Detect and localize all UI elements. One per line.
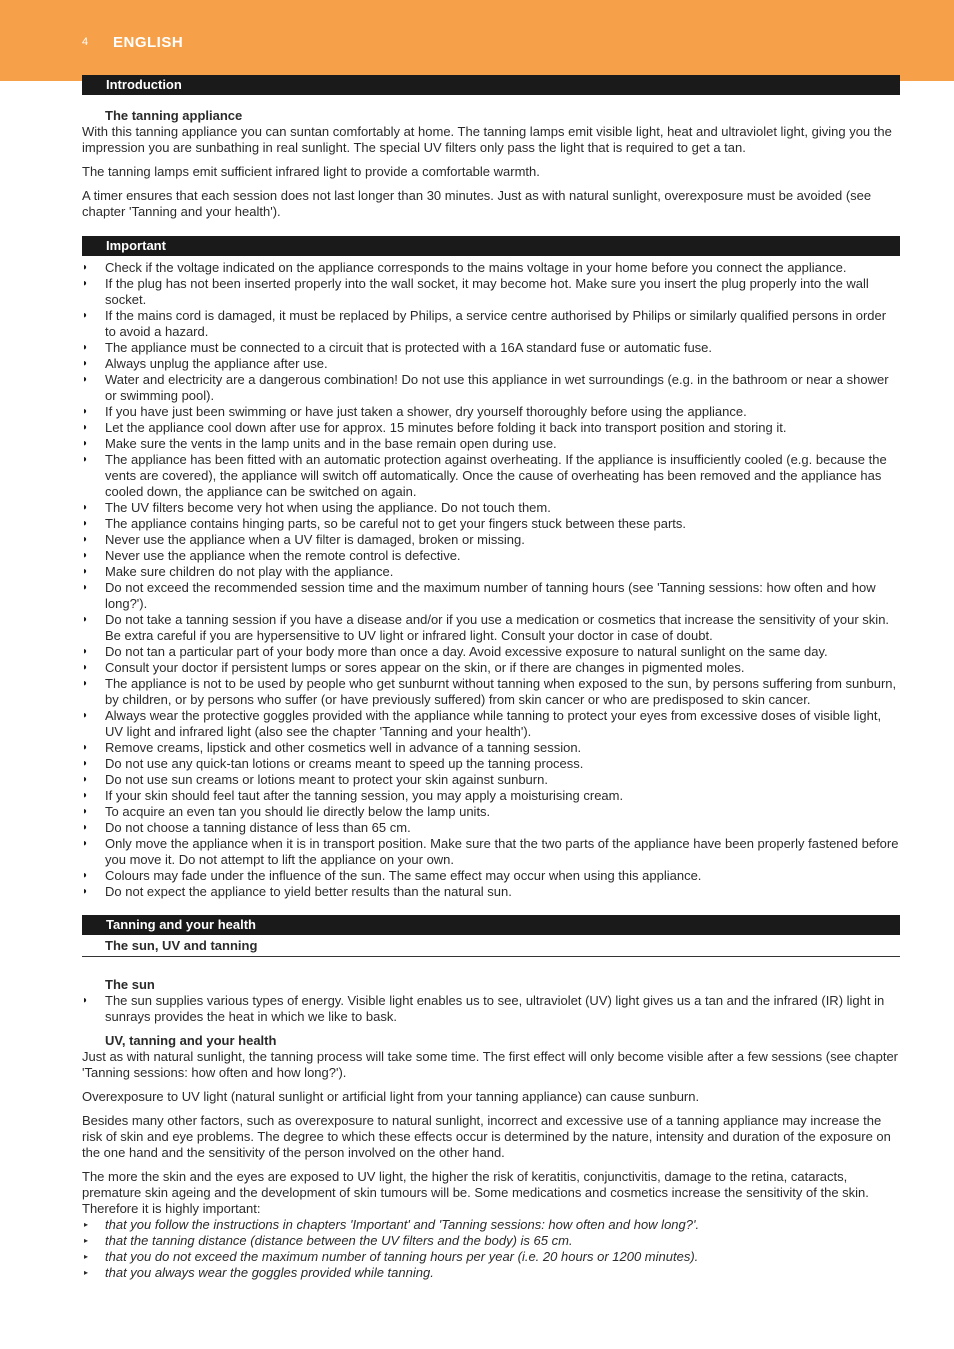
header-band xyxy=(0,0,954,81)
page-number: 4 xyxy=(82,36,89,48)
list-item xyxy=(82,532,900,548)
list-item xyxy=(82,884,900,900)
list-item-text: that you follow the instructions in chapters 'Important' and 'Tanning sessions: how often and how long?'. xyxy=(105,1217,700,1232)
list-item xyxy=(82,612,900,644)
list-item xyxy=(82,708,900,740)
list-item-text: The appliance is not to be used by people who get sunburnt without tanning when exposed to the sun, by persons suffering from sunburn, by children, or by persons who suffer (or have previously suffered) from skin cancer or who are predisposed to skin cancer. xyxy=(105,676,897,707)
bullet-icon: ◗ xyxy=(82,406,89,417)
bullet-icon: ◗ xyxy=(82,582,89,593)
list-item xyxy=(82,356,900,372)
bullet-icon: ◗ xyxy=(82,758,89,769)
intro-paragraph: The tanning lamps emit sufficient infrared light to provide a comfortable warmth. xyxy=(82,164,540,179)
list-item xyxy=(82,452,900,500)
list-item-text: Always unplug the appliance after use. xyxy=(105,356,328,371)
bullet-icon: ◗ xyxy=(82,774,89,785)
list-item-text: The UV filters become very hot when using the appliance. Do not touch them. xyxy=(105,500,551,515)
bullet-icon: ◗ xyxy=(82,438,89,449)
list-item xyxy=(82,804,900,820)
bullet-icon: ▸ xyxy=(84,1252,89,1261)
important-list xyxy=(82,260,900,900)
subheading-sun-uv-tanning: The sun, UV and tanning xyxy=(82,938,900,957)
list-item xyxy=(82,836,900,868)
list-item-text: Make sure children do not play with the appliance. xyxy=(105,564,394,579)
bullet-icon: ◗ xyxy=(82,262,89,273)
list-item-text: Only move the appliance when it is in transport position. Make sure that the two parts of the appliance have been properly fastened before you move it. Do not attempt to lift the appliance on your own. xyxy=(105,836,899,867)
health-paragraph: Overexposure to UV light (natural sunlight or artificial light from your tanning appliance) can cause sunburn. xyxy=(82,1089,700,1104)
bullet-icon: ▸ xyxy=(84,1268,89,1277)
health-paragraph: Besides many other factors, such as overexposure to natural sunlight, incorrect and excessive use of a tanning appliance may increase the risk of skin and eye problems. The degree to which these effects occur is determined by the nature, intensity and duration of the exposure on the one hand and the sensitivity of the person involved on the other hand. xyxy=(82,1113,891,1160)
sun-list xyxy=(82,993,900,1025)
subheading-uv-tanning-health: UV, tanning and your health xyxy=(105,1033,277,1048)
list-item-text: If the plug has not been inserted properly into the wall socket, it may become hot. Make sure you insert the plug properly into the wall socket. xyxy=(105,276,869,307)
list-item xyxy=(82,1217,900,1233)
bullet-icon: ◗ xyxy=(82,534,89,545)
list-item-text: To acquire an even tan you should lie directly below the lamp units. xyxy=(105,804,491,819)
list-item-text: Do not use any quick-tan lotions or creams meant to speed up the tanning process. xyxy=(105,756,584,771)
section-title-important: Important xyxy=(82,236,900,256)
bullet-icon: ◗ xyxy=(82,422,89,433)
list-item-text: Do not choose a tanning distance of less than 65 cm. xyxy=(105,820,411,835)
intro-paragraph: A timer ensures that each session does not last longer than 30 minutes. Just as with natural sunlight, overexposure must be avoided (see chapter 'Tanning and your health'). xyxy=(82,188,872,219)
list-item-text: Do not use sun creams or lotions meant to protect your skin against sunburn. xyxy=(105,772,548,787)
bullet-icon: ◗ xyxy=(82,710,89,721)
subheading-tanning-appliance: The tanning appliance xyxy=(105,108,243,123)
bullet-icon: ◗ xyxy=(82,310,89,321)
section-title-introduction: Introduction xyxy=(82,75,900,95)
language-label: ENGLISH xyxy=(113,34,184,51)
bullet-icon: ◗ xyxy=(82,550,89,561)
list-item xyxy=(82,372,900,404)
bullet-icon: ◗ xyxy=(82,374,89,385)
list-item xyxy=(82,548,900,564)
list-item-text: Check if the voltage indicated on the appliance corresponds to the mains voltage in your home before you connect the appliance. xyxy=(105,260,847,275)
bullet-icon: ◗ xyxy=(82,886,89,897)
list-item xyxy=(82,1233,900,1249)
list-item-text: that you always wear the goggles provided while tanning. xyxy=(105,1265,434,1280)
list-item xyxy=(82,308,900,340)
bullet-icon: ◗ xyxy=(82,566,89,577)
bullet-icon: ◗ xyxy=(82,822,89,833)
list-item-text: Never use the appliance when the remote control is defective. xyxy=(105,548,461,563)
list-item xyxy=(82,1265,900,1281)
bullet-icon: ◗ xyxy=(82,502,89,513)
bullet-icon: ◗ xyxy=(82,995,89,1006)
page-content xyxy=(82,75,900,1281)
list-item-text: Do not expect the appliance to yield better results than the natural sun. xyxy=(105,884,512,899)
therefore-text: Therefore it is highly important: xyxy=(82,1201,261,1216)
list-item-text: Colours may fade under the influence of the sun. The same effect may occur when using this appliance. xyxy=(105,868,702,883)
list-item xyxy=(82,420,900,436)
list-item-text: Consult your doctor if persistent lumps or sores appear on the skin, or if there are changes in pigmented moles. xyxy=(105,660,745,675)
list-item-text: Remove creams, lipstick and other cosmetics well in advance of a tanning session. xyxy=(105,740,582,755)
bullet-icon: ◗ xyxy=(82,454,89,465)
list-item-text: Make sure the vents in the lamp units and in the base remain open during use. xyxy=(105,436,557,451)
bullet-icon: ▸ xyxy=(84,1236,89,1245)
bullet-icon: ◗ xyxy=(82,342,89,353)
bullet-icon: ◗ xyxy=(82,742,89,753)
section-title-health: Tanning and your health xyxy=(82,915,900,935)
list-item-text: Do not tan a particular part of your body more than once a day. Avoid excessive exposure to natural sunlight on the same day. xyxy=(105,644,828,659)
list-item-text: If your skin should feel taut after the tanning session, you may apply a moisturising cream. xyxy=(105,788,624,803)
list-item-text: If the mains cord is damaged, it must be replaced by Philips, a service centre authorised by Philips or similarly qualified persons in order to avoid a hazard. xyxy=(105,308,887,339)
bullet-icon: ◗ xyxy=(82,662,89,673)
points-list xyxy=(82,1217,900,1281)
list-item xyxy=(82,500,900,516)
list-item xyxy=(82,644,900,660)
health-paragraph: The more the skin and the eyes are exposed to UV light, the higher the risk of keratitis, conjunctivitis, damage to the retina, cataracts, premature skin ageing and the development of skin tumours will be. Some medications and cosmetics increase the sensitivity of the skin. xyxy=(82,1169,869,1200)
list-item-text: Always wear the protective goggles provided with the appliance while tanning to protect your eyes from excessive doses of visible light, UV light and infrared light (also see the chapter 'Tanning and your health'). xyxy=(105,708,882,739)
list-item xyxy=(82,404,900,420)
subheading-the-sun: The sun xyxy=(105,977,155,992)
list-item-text: Let the appliance cool down after use for approx. 15 minutes before folding it back into transport position and storing it. xyxy=(105,420,787,435)
intro-paragraph: With this tanning appliance you can suntan comfortably at home. The tanning lamps emit visible light, heat and ultraviolet light, giving you the impression you are sunbathing in real sunlight. The special UV filters only pass the light that is required to get a tan. xyxy=(82,124,892,155)
list-item-text: The appliance has been fitted with an automatic protection against overheating. If the appliance is insufficiently cooled (e.g. because the vents are covered), the appliance will switch off automatically. Once the cause of overheating has been removed and the appliance has cooled down, the appliance can be switched on again. xyxy=(105,452,887,499)
list-item-text: The appliance contains hinging parts, so be careful not to get your fingers stuck between these parts. xyxy=(105,516,687,531)
list-item xyxy=(82,340,900,356)
bullet-icon: ◗ xyxy=(82,806,89,817)
list-item xyxy=(82,740,900,756)
list-item xyxy=(82,260,900,276)
bullet-icon: ◗ xyxy=(82,278,89,289)
list-item xyxy=(82,276,900,308)
list-item xyxy=(82,660,900,676)
list-item-text: If you have just been swimming or have just taken a shower, dry yourself thoroughly before using the appliance. xyxy=(105,404,747,419)
list-item xyxy=(82,564,900,580)
list-item xyxy=(82,756,900,772)
bullet-icon: ◗ xyxy=(82,678,89,689)
list-item xyxy=(82,820,900,836)
bullet-icon: ▸ xyxy=(84,1220,89,1229)
bullet-icon: ◗ xyxy=(82,358,89,369)
list-item-text: that you do not exceed the maximum number of tanning hours per year (i.e. 20 hours or 1200 minutes). xyxy=(105,1249,699,1264)
list-item: ◗ The sun supplies various types of energy. Visible light enables us to see, ultraviolet (UV) light gives us a tan and the infrared (IR) light in sunrays provides the heat in which we like to bask. xyxy=(82,993,885,1024)
list-item-text: that the tanning distance (distance between the UV filters and the body) is 65 cm. xyxy=(105,1233,573,1248)
list-item-text: The appliance must be connected to a circuit that is protected with a 16A standard fuse or automatic fuse. xyxy=(105,340,713,355)
list-item-text: Do not exceed the recommended session time and the maximum number of tanning hours (see 'Tanning sessions: how often and how long?'). xyxy=(105,580,876,611)
bullet-icon: ◗ xyxy=(82,518,89,529)
bullet-icon: ◗ xyxy=(82,870,89,881)
list-item xyxy=(82,436,900,452)
bullet-icon: ◗ xyxy=(82,790,89,801)
list-item xyxy=(82,1249,900,1265)
health-paragraph: Just as with natural sunlight, the tanning process will take some time. The first effect will only become visible after a few sessions (see chapter 'Tanning sessions: how often and how long?'). xyxy=(82,1049,899,1080)
list-item xyxy=(82,580,900,612)
list-item-text: Do not take a tanning session if you have a disease and/or if you use a medication or cosmetics that increase the sensitivity of your skin. Be extra careful if you are hypersensitive to UV light or infrared light. Consult your doctor in case of doubt. xyxy=(105,612,890,643)
list-item xyxy=(82,772,900,788)
list-item xyxy=(82,516,900,532)
list-item xyxy=(82,868,900,884)
bullet-icon: ◗ xyxy=(82,614,89,625)
list-item-text: Water and electricity are a dangerous combination! Do not use this appliance in wet surroundings (e.g. in the bathroom or near a shower or swimming pool). xyxy=(105,372,889,403)
list-item xyxy=(82,676,900,708)
bullet-icon: ◗ xyxy=(82,838,89,849)
bullet-icon: ◗ xyxy=(82,646,89,657)
list-item xyxy=(82,788,900,804)
list-item-text: Never use the appliance when a UV filter is damaged, broken or missing. xyxy=(105,532,525,547)
